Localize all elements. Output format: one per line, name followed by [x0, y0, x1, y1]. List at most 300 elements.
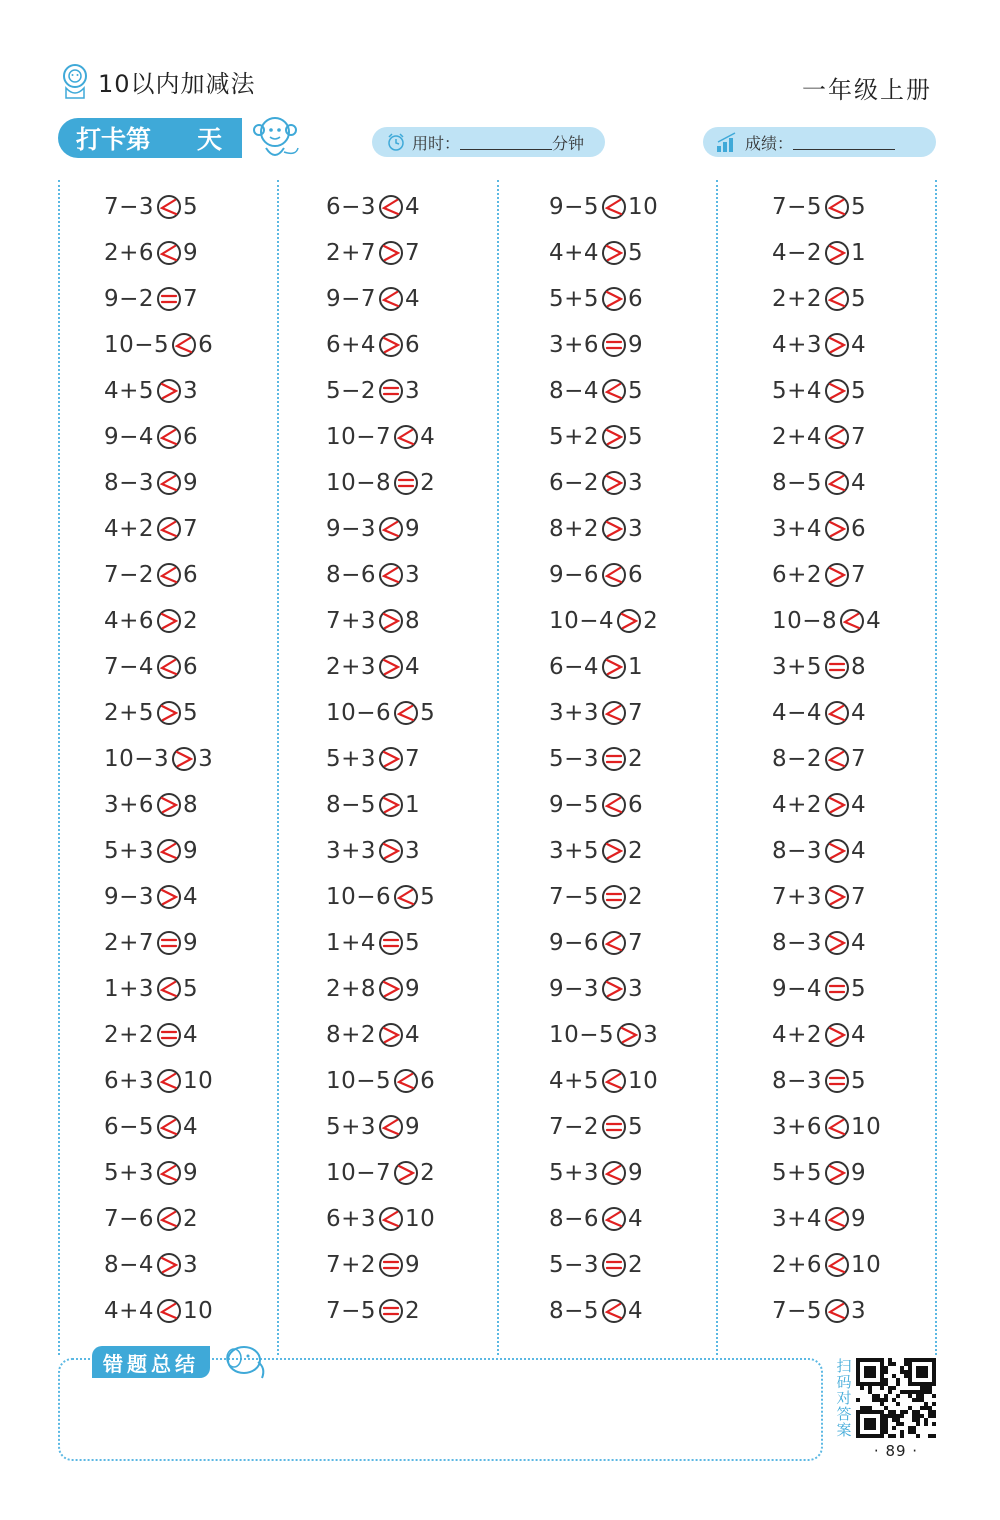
problem-item [104, 1250, 198, 1280]
comparison-answer-circle[interactable] [602, 931, 626, 955]
comparison-answer-circle[interactable] [157, 1299, 181, 1323]
problem-item [326, 1158, 435, 1188]
problem-left: 3+3 [549, 700, 600, 726]
problem-right: 5 [628, 378, 644, 404]
score-blank[interactable] [793, 135, 895, 150]
comparison-answer-circle[interactable] [157, 425, 181, 449]
problem-right: 8 [405, 608, 421, 634]
problem-item [772, 376, 866, 406]
problem-item [549, 560, 643, 590]
problem-right: 6 [628, 286, 644, 312]
problem-right: 8 [851, 654, 867, 680]
problem-item [772, 836, 866, 866]
problem-right: 3 [405, 378, 421, 404]
problem-left: 8−6 [549, 1206, 600, 1232]
problem-left: 10−6 [326, 700, 392, 726]
comparison-answer-circle[interactable] [157, 885, 181, 909]
problem-grid [58, 180, 936, 1355]
comparison-answer-circle[interactable] [825, 1161, 849, 1185]
problem-left: 10−5 [104, 332, 170, 358]
problem-right: 4 [183, 1114, 199, 1140]
problem-left: 2+2 [104, 1022, 155, 1048]
problem-left: 4+3 [772, 332, 823, 358]
problem-left: 10−5 [326, 1068, 392, 1094]
comparison-answer-circle[interactable] [840, 609, 864, 633]
problem-right: 8 [183, 792, 199, 818]
comparison-answer-circle[interactable] [379, 747, 403, 771]
comparison-answer-circle[interactable] [379, 241, 403, 265]
comparison-answer-circle[interactable] [157, 563, 181, 587]
problem-right: 2 [405, 1298, 421, 1324]
problem-item [772, 1296, 866, 1326]
problem-item [549, 330, 643, 360]
comparison-answer-circle[interactable] [825, 655, 849, 679]
comparison-answer-circle[interactable] [825, 1207, 849, 1231]
problem-item [772, 514, 866, 544]
problem-left: 6+3 [326, 1206, 377, 1232]
problem-item [326, 882, 435, 912]
problem-item [326, 790, 420, 820]
comparison-answer-circle[interactable] [825, 747, 849, 771]
problem-left: 1+4 [326, 930, 377, 956]
problem-right: 9 [183, 470, 199, 496]
problem-left: 7+2 [326, 1252, 377, 1278]
grade-label: 一年级上册 [802, 76, 932, 104]
comparison-answer-circle[interactable] [825, 563, 849, 587]
summary-label: 错题总结 [92, 1346, 210, 1378]
comparison-answer-circle[interactable] [379, 1207, 403, 1231]
comparison-answer-circle[interactable] [157, 1115, 181, 1139]
problem-right: 2 [183, 1206, 199, 1232]
comparison-answer-circle[interactable] [602, 1253, 626, 1277]
problem-item [549, 238, 643, 268]
comparison-answer-circle[interactable] [825, 1069, 849, 1093]
comparison-answer-circle[interactable] [825, 1253, 849, 1277]
problem-left: 9−3 [549, 976, 600, 1002]
problem-right: 7 [183, 516, 199, 542]
problem-right: 6 [420, 1068, 436, 1094]
problem-left: 9−3 [104, 884, 155, 910]
problem-item [772, 330, 866, 360]
problem-item [326, 1296, 420, 1326]
comparison-answer-circle[interactable] [379, 517, 403, 541]
alarm-clock-icon [386, 132, 406, 152]
problem-item [549, 422, 643, 452]
comparison-answer-circle[interactable] [379, 977, 403, 1001]
comparison-answer-circle[interactable] [602, 1069, 626, 1093]
comparison-answer-circle[interactable] [825, 931, 849, 955]
problem-item [549, 698, 643, 728]
score-label: 成绩： [745, 133, 794, 153]
problem-left: 3+4 [772, 1206, 823, 1232]
problem-left: 2+2 [772, 286, 823, 312]
comparison-answer-circle[interactable] [602, 655, 626, 679]
problem-item [772, 652, 866, 682]
comparison-answer-circle[interactable] [617, 1023, 641, 1047]
comparison-answer-circle[interactable] [825, 885, 849, 909]
comparison-answer-circle[interactable] [825, 241, 849, 265]
comparison-answer-circle[interactable] [157, 287, 181, 311]
bar-chart-icon [715, 132, 739, 152]
comparison-answer-circle[interactable] [602, 839, 626, 863]
comparison-answer-circle[interactable] [825, 793, 849, 817]
problem-item [772, 1066, 866, 1096]
comparison-answer-circle[interactable] [157, 701, 181, 725]
comparison-answer-circle[interactable] [379, 1253, 403, 1277]
comparison-answer-circle[interactable] [602, 747, 626, 771]
comparison-answer-circle[interactable] [157, 1161, 181, 1185]
problem-left: 10−8 [326, 470, 392, 496]
problem-left: 10−8 [772, 608, 838, 634]
comparison-answer-circle[interactable] [157, 379, 181, 403]
problem-right: 3 [183, 1252, 199, 1278]
problem-right: 9 [851, 1160, 867, 1186]
problem-item [549, 836, 643, 866]
problem-right: 4 [866, 608, 882, 634]
problem-right: 3 [405, 562, 421, 588]
monkey-mascot-icon [246, 112, 304, 166]
qr-code-icon[interactable] [856, 1358, 936, 1438]
problem-left: 7−5 [772, 1298, 823, 1324]
problem-right: 5 [851, 194, 867, 220]
problem-right: 5 [628, 424, 644, 450]
problem-right: 9 [405, 1252, 421, 1278]
comparison-answer-circle[interactable] [602, 379, 626, 403]
problem-item [104, 330, 213, 360]
comparison-answer-circle[interactable] [825, 287, 849, 311]
problem-item [326, 1066, 435, 1096]
comparison-answer-circle[interactable] [157, 839, 181, 863]
problem-left: 9−4 [104, 424, 155, 450]
comparison-answer-circle[interactable] [825, 1299, 849, 1323]
problem-left: 7−6 [104, 1206, 155, 1232]
problem-right: 4 [405, 194, 421, 220]
comparison-answer-circle[interactable] [394, 1161, 418, 1185]
problem-left: 3+4 [772, 516, 823, 542]
problem-left: 9−6 [549, 562, 600, 588]
problem-right: 3 [405, 838, 421, 864]
problem-item [104, 652, 198, 682]
problem-right: 2 [628, 746, 644, 772]
comparison-answer-circle[interactable] [825, 379, 849, 403]
comparison-answer-circle[interactable] [602, 287, 626, 311]
comparison-answer-circle[interactable] [602, 1115, 626, 1139]
comparison-answer-circle[interactable] [157, 1023, 181, 1047]
problem-item [104, 560, 198, 590]
comparison-answer-circle[interactable] [157, 655, 181, 679]
problem-right: 1 [628, 654, 644, 680]
comparison-answer-circle[interactable] [602, 471, 626, 495]
comparison-answer-circle[interactable] [394, 885, 418, 909]
problem-right: 7 [851, 746, 867, 772]
problem-right: 10 [183, 1068, 214, 1094]
comparison-answer-circle[interactable] [825, 425, 849, 449]
problem-item [772, 928, 866, 958]
comparison-answer-circle[interactable] [172, 333, 196, 357]
comparison-answer-circle[interactable] [602, 333, 626, 357]
problem-item [104, 1296, 213, 1326]
comparison-answer-circle[interactable] [379, 195, 403, 219]
comparison-answer-circle[interactable] [379, 931, 403, 955]
problem-item [772, 744, 866, 774]
comparison-answer-circle[interactable] [825, 471, 849, 495]
problem-item [772, 790, 866, 820]
problem-left: 8−4 [549, 378, 600, 404]
problem-left: 5−2 [326, 378, 377, 404]
problem-right: 10 [405, 1206, 436, 1232]
comparison-answer-circle[interactable] [825, 977, 849, 1001]
problem-item [326, 974, 420, 1004]
comparison-answer-circle[interactable] [825, 333, 849, 357]
problem-item [549, 790, 643, 820]
comparison-answer-circle[interactable] [394, 425, 418, 449]
problem-right: 9 [183, 930, 199, 956]
problem-item [326, 606, 420, 636]
problem-right: 10 [628, 194, 659, 220]
problem-left: 9−7 [326, 286, 377, 312]
comparison-answer-circle[interactable] [394, 701, 418, 725]
problem-left: 2+6 [772, 1252, 823, 1278]
comparison-answer-circle[interactable] [602, 977, 626, 1001]
comparison-answer-circle[interactable] [379, 1299, 403, 1323]
problem-right: 10 [183, 1298, 214, 1324]
checkin-label: 打卡第 [76, 125, 152, 154]
problem-right: 10 [851, 1252, 882, 1278]
comparison-answer-circle[interactable] [157, 195, 181, 219]
comparison-answer-circle[interactable] [602, 701, 626, 725]
problem-right: 5 [628, 240, 644, 266]
comparison-answer-circle[interactable] [602, 425, 626, 449]
problem-item [104, 376, 198, 406]
problem-right: 2 [183, 608, 199, 634]
problem-left: 3+6 [772, 1114, 823, 1140]
problem-left: 6−2 [549, 470, 600, 496]
problem-left: 6+3 [104, 1068, 155, 1094]
problem-left: 8+2 [326, 1022, 377, 1048]
comparison-answer-circle[interactable] [394, 1069, 418, 1093]
column-divider [716, 180, 718, 1355]
comparison-answer-circle[interactable] [602, 1299, 626, 1323]
problem-left: 4+5 [549, 1068, 600, 1094]
comparison-answer-circle[interactable] [157, 609, 181, 633]
problem-right: 9 [183, 1160, 199, 1186]
problem-left: 2+6 [104, 240, 155, 266]
problem-right: 4 [183, 1022, 199, 1048]
problem-right: 4 [851, 332, 867, 358]
problem-left: 8−4 [104, 1252, 155, 1278]
problem-item [549, 192, 658, 222]
comparison-answer-circle[interactable] [825, 701, 849, 725]
problem-left: 4+2 [104, 516, 155, 542]
problem-left: 7−4 [104, 654, 155, 680]
problem-item [104, 1020, 198, 1050]
comparison-answer-circle[interactable] [379, 333, 403, 357]
problem-right: 4 [851, 1022, 867, 1048]
problem-item [772, 284, 866, 314]
problem-item [326, 1112, 420, 1142]
problem-left: 8−5 [549, 1298, 600, 1324]
comparison-answer-circle[interactable] [825, 1115, 849, 1139]
comparison-answer-circle[interactable] [157, 977, 181, 1001]
time-blank[interactable] [460, 135, 552, 150]
problem-left: 3+6 [104, 792, 155, 818]
problem-item [326, 330, 420, 360]
problem-left: 4−2 [772, 240, 823, 266]
problem-item [772, 1250, 881, 1280]
problem-item [549, 652, 643, 682]
problem-right: 5 [851, 976, 867, 1002]
problem-left: 6+2 [772, 562, 823, 588]
problem-left: 8−3 [772, 930, 823, 956]
problem-item [104, 1066, 213, 1096]
problem-right: 5 [405, 930, 421, 956]
problem-right: 4 [851, 792, 867, 818]
problem-left: 4+2 [772, 1022, 823, 1048]
comparison-answer-circle[interactable] [602, 241, 626, 265]
comparison-answer-circle[interactable] [602, 1207, 626, 1231]
problem-right: 5 [183, 194, 199, 220]
problem-left: 5+5 [549, 286, 600, 312]
column-divider [58, 180, 60, 1355]
problem-right: 6 [183, 562, 199, 588]
problem-right: 9 [628, 332, 644, 358]
problem-right: 3 [198, 746, 214, 772]
comparison-answer-circle[interactable] [379, 287, 403, 311]
comparison-answer-circle[interactable] [379, 1023, 403, 1047]
problem-left: 2+5 [104, 700, 155, 726]
problem-right: 3 [628, 516, 644, 542]
problem-left: 7−3 [104, 194, 155, 220]
problem-right: 6 [198, 332, 214, 358]
comparison-answer-circle[interactable] [157, 1253, 181, 1277]
problem-left: 3+6 [549, 332, 600, 358]
problem-right: 5 [420, 884, 436, 910]
problem-left: 6−3 [326, 194, 377, 220]
comparison-answer-circle[interactable] [157, 471, 181, 495]
problem-item [104, 468, 198, 498]
problem-left: 8+2 [549, 516, 600, 542]
problem-right: 4 [851, 930, 867, 956]
comparison-answer-circle[interactable] [825, 1023, 849, 1047]
problem-left: 4+6 [104, 608, 155, 634]
scan-label: 扫码对答案 [836, 1357, 852, 1439]
problem-item [104, 284, 198, 314]
problem-right: 9 [405, 1114, 421, 1140]
comparison-answer-circle[interactable] [602, 793, 626, 817]
problem-left: 4+2 [772, 792, 823, 818]
problem-left: 2+7 [326, 240, 377, 266]
problem-left: 7+3 [772, 884, 823, 910]
problem-right: 4 [628, 1206, 644, 1232]
comparison-answer-circle[interactable] [379, 379, 403, 403]
comparison-answer-circle[interactable] [617, 609, 641, 633]
comparison-answer-circle[interactable] [825, 839, 849, 863]
problem-left: 5+3 [326, 1114, 377, 1140]
comparison-answer-circle[interactable] [157, 517, 181, 541]
problem-left: 2+7 [104, 930, 155, 956]
comparison-answer-circle[interactable] [602, 563, 626, 587]
comparison-answer-circle[interactable] [157, 793, 181, 817]
problem-item [104, 698, 198, 728]
comparison-answer-circle[interactable] [379, 839, 403, 863]
comparison-answer-circle[interactable] [172, 747, 196, 771]
problem-item [549, 1204, 643, 1234]
problem-right: 7 [183, 286, 199, 312]
problem-item [326, 422, 435, 452]
comparison-answer-circle[interactable] [379, 793, 403, 817]
problem-right: 2 [628, 884, 644, 910]
problem-item [104, 422, 198, 452]
problem-right: 9 [183, 240, 199, 266]
comparison-answer-circle[interactable] [602, 1161, 626, 1185]
problem-right: 7 [851, 424, 867, 450]
problem-item [326, 1250, 420, 1280]
comparison-answer-circle[interactable] [825, 517, 849, 541]
problem-left: 8−3 [772, 838, 823, 864]
problem-left: 7−5 [326, 1298, 377, 1324]
problem-right: 2 [628, 1252, 644, 1278]
problem-right: 5 [851, 378, 867, 404]
problem-left: 6+4 [326, 332, 377, 358]
problem-left: 2+4 [772, 424, 823, 450]
problem-item [326, 284, 420, 314]
problem-item [104, 836, 198, 866]
problem-item [549, 1296, 643, 1326]
problem-right: 4 [851, 838, 867, 864]
problem-left: 9−2 [104, 286, 155, 312]
problem-item [772, 422, 866, 452]
problem-right: 4 [851, 700, 867, 726]
problem-item [104, 192, 198, 222]
problem-item [326, 1204, 435, 1234]
problem-left: 5+3 [104, 838, 155, 864]
problem-right: 10 [628, 1068, 659, 1094]
problem-right: 7 [405, 240, 421, 266]
problem-item [549, 744, 643, 774]
comparison-answer-circle[interactable] [157, 931, 181, 955]
time-label: 用时： [412, 133, 461, 153]
problem-right: 1 [851, 240, 867, 266]
problem-right: 4 [851, 470, 867, 496]
comparison-answer-circle[interactable] [394, 471, 418, 495]
comparison-answer-circle[interactable] [157, 1069, 181, 1093]
comparison-answer-circle[interactable] [157, 1207, 181, 1231]
problem-right: 7 [628, 930, 644, 956]
comparison-answer-circle[interactable] [379, 655, 403, 679]
problem-left: 5−3 [549, 1252, 600, 1278]
problem-left: 6−5 [104, 1114, 155, 1140]
comparison-answer-circle[interactable] [379, 563, 403, 587]
problem-left: 4−4 [772, 700, 823, 726]
problem-item [326, 560, 420, 590]
problem-left: 8−3 [104, 470, 155, 496]
comparison-answer-circle[interactable] [157, 241, 181, 265]
problem-right: 6 [628, 562, 644, 588]
comparison-answer-circle[interactable] [379, 1115, 403, 1139]
comparison-answer-circle[interactable] [825, 195, 849, 219]
comparison-answer-circle[interactable] [379, 609, 403, 633]
problem-item [549, 284, 643, 314]
checkin-tag [58, 118, 242, 158]
problem-item [549, 514, 643, 544]
problem-item [772, 468, 866, 498]
problem-item [549, 882, 643, 912]
comparison-answer-circle[interactable] [602, 195, 626, 219]
comparison-answer-circle[interactable] [602, 517, 626, 541]
comparison-answer-circle[interactable] [602, 885, 626, 909]
problem-item [549, 974, 643, 1004]
problem-right: 9 [628, 1160, 644, 1186]
